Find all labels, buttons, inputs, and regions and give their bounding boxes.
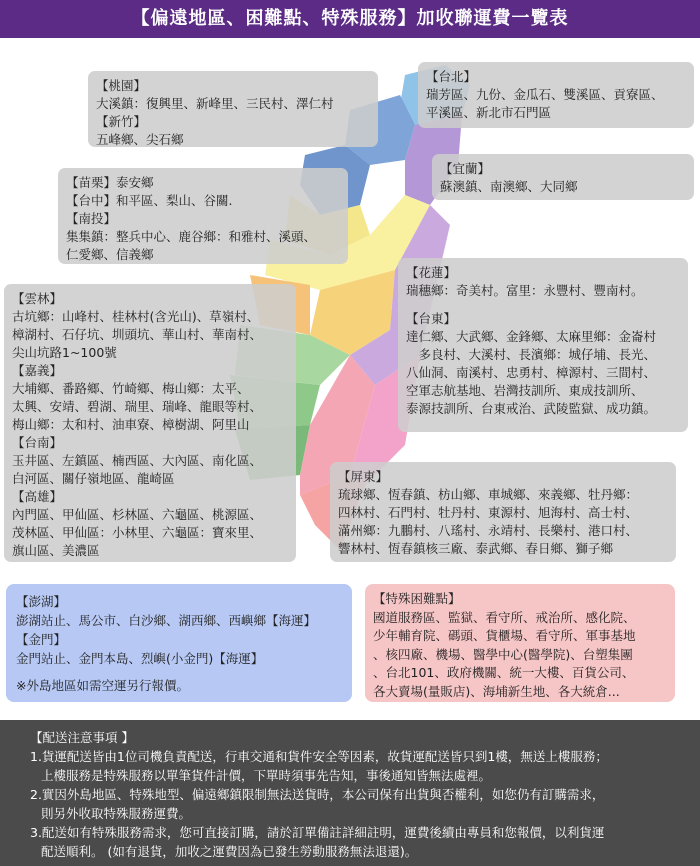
box-line: 少年輔育院、碼頭、貨櫃場、看守所、軍事基地	[373, 628, 636, 643]
box-line: 多良村、大溪村、長濱鄉：城仔埔、長光、	[406, 347, 657, 362]
box-line: 大埔鄉、番路鄉、竹崎鄉、梅山鄉：太平、	[12, 381, 250, 396]
box-line: 太興、安靖、碧湖、瑞里、瑞峰、龍眼等村、	[12, 399, 263, 414]
box-line: 【屏東】	[338, 469, 389, 484]
box-miaoli-taichung-nantou	[58, 168, 348, 264]
note-line: 配送順利。 (如有退貨，加收之運費因為已發生勞動服務無法退還)。	[41, 844, 418, 859]
box-line	[406, 300, 680, 310]
box-line: 集集鎮：整兵中心、鹿谷鄉：和雅村、溪頭、	[66, 229, 317, 244]
box-line: 【花蓮】	[406, 265, 457, 280]
box-taipei	[418, 62, 694, 128]
box-line: 空軍志航基地、岩灣技訓所、東成技訓所、	[406, 383, 644, 398]
note-line: 1.貨運配送皆由1位司機負責配送，行車交通和貨件安全等因素，故貨運配送皆只到1樓，無送上樓服務；	[30, 749, 608, 764]
box-line: 仁愛鄉、信義鄉	[66, 247, 154, 262]
box-line: 【嘉義】	[12, 363, 63, 378]
special-points-box	[365, 584, 675, 702]
note-line: 上樓服務是特殊服務以單筆貨件計價，下單時須事先告知，事後通知皆無法處裡。	[41, 768, 492, 783]
box-line: 澎湖站止、馬公市、白沙鄉、湖西鄉、西嶼鄉【海運】	[16, 613, 317, 628]
box-line: 【新竹】	[96, 114, 147, 129]
box-line: 、核四廠、機場、醫學中心(醫學院)、台塑集團	[373, 646, 633, 662]
box-line: 【台東】	[406, 311, 457, 326]
box-line: 【台南】	[12, 435, 63, 450]
note-line: 3.配送如有特殊服務需求，您可直接訂購，請於訂單備註詳細註明，運費後續由專員和您報價，以利貨運	[30, 825, 605, 840]
box-line: 古坑鄉：山峰村、桂林村(含光山)、草嶺村、	[12, 309, 260, 324]
box-line: 旗山區、美濃區	[12, 543, 100, 558]
box-hualien-taitung	[398, 258, 688, 432]
delivery-notes	[0, 720, 700, 866]
box-line: 四林村、石門村、牡丹村、東源村、旭海村、高士村、	[338, 505, 639, 520]
box-line: 金門站止、金門本島、烈嶼(小金門)【海運】	[16, 651, 264, 666]
box-pingtung	[330, 462, 676, 562]
box-line: 【澎湖】	[16, 594, 67, 609]
box-line: ※外島地區如需空運另行報價。	[16, 678, 189, 693]
box-line: 、台北101、政府機關、統一大樓、百貨公司、	[373, 665, 635, 680]
box-line: 【桃園】	[96, 78, 147, 93]
box-line: 玉井區、左鎮區、楠西區、大內區、南化區、	[12, 453, 263, 468]
box-line: 白河區、關仔嶺地區、龍崎區	[12, 471, 175, 486]
box-yunlin-chiayi-tainan-kaohsiung	[4, 284, 296, 562]
box-line: 琉球鄉、恆春鎮、枋山鄉、車城鄉、來義鄉、牡丹鄉：	[338, 487, 639, 502]
islands-box	[6, 584, 352, 702]
box-line	[16, 668, 342, 676]
box-line: 五峰鄉、尖石鄉	[96, 132, 184, 147]
box-yilan	[432, 154, 694, 200]
box-line: 梅山鄉：太和村、油車寮、樟樹湖、阿里山	[12, 417, 250, 432]
box-line: 【台北】	[426, 69, 477, 84]
box-line: 茂林區、甲仙區：小林里、六龜區：寶來里、	[12, 525, 263, 540]
notes-title: 【配送注意事項 】	[30, 730, 134, 745]
box-line: 樟湖村、石仔坑、圳頭坑、華山村、華南村、	[12, 327, 263, 342]
box-line: 平溪區、新北市石門區	[426, 105, 552, 120]
box-taoyuan-hsinchu	[88, 71, 378, 147]
box-line: 【苗栗】泰安鄉	[66, 175, 154, 190]
box-line: 【高雄】	[12, 489, 63, 504]
box-line: 尖山坑路1~100號	[12, 345, 117, 360]
box-line: 【台中】和平區、梨山、谷關.	[66, 193, 233, 208]
box-line: 滿州鄉：九鵬村、八瑤村、永靖村、長樂村、港口村、	[338, 523, 639, 538]
box-line: 【宜蘭】	[440, 161, 491, 176]
box-line: 內門區、甲仙區、杉林區、六龜區、桃源區、	[12, 507, 263, 522]
box-line: 【金門】	[16, 632, 67, 647]
box-line: 瑞芳區、九份、金瓜石、雙溪區、貢寮區、	[426, 87, 664, 102]
box-line: 泰源技訓所、台東戒治、武陵監獄、成功鎮。	[406, 401, 657, 416]
box-line: 蘇澳鎮、南澳鄉、大同鄉	[440, 179, 578, 194]
box-line: 【雲林】	[12, 291, 63, 306]
box-line: 大溪鎮：復興里、新峰里、三民村、澤仁村	[96, 96, 334, 111]
box-line: 國道服務區、監獄、看守所、戒治所、感化院、	[373, 609, 636, 625]
box-line: 瑞穗鄉：奇美村。富里：永豐村、豐南村。	[406, 283, 644, 298]
note-line: 2.實因外島地區、特殊地型、偏遠鄉鎮限制無法送貨時，本公司保有出貨與否權利，如您仍有訂購需求，	[30, 787, 605, 802]
box-line: 【南投】	[66, 211, 117, 226]
box-line: 【特殊困難點】	[373, 591, 461, 606]
box-line: 各大賣場(量販店)、海埔新生地、各大統倉...	[373, 683, 620, 699]
box-line: 八仙洞、南溪村、忠勇村、樟源村、三間村、	[406, 365, 657, 380]
note-line: 則另外收取特殊服務運費。	[41, 806, 192, 821]
box-line: 達仁鄉、大武鄉、金鋒鄉、太麻里鄉：金崙村	[406, 329, 657, 344]
box-line: 響林村、恆春鎮核三廠、泰武鄉、春日鄉、獅子鄉	[338, 541, 614, 556]
page-title: 【偏遠地區、困難點、特殊服務】加收聯運費一覽表	[0, 0, 700, 38]
